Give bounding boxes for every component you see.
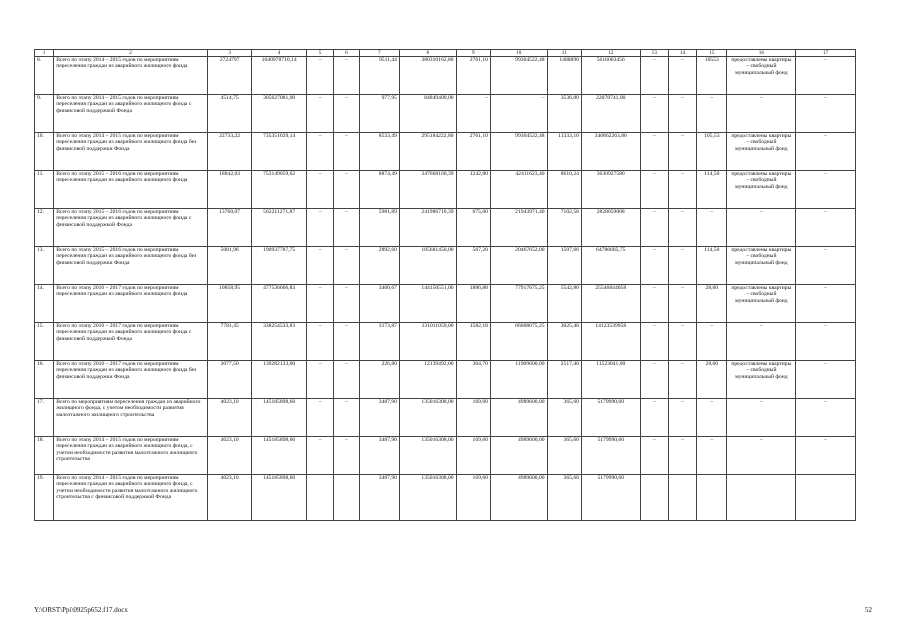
table-cell: [668, 475, 696, 521]
row-description: Всего по этапу 2015 – 2016 годов по мероприятиям переселения граждан из аварийного жилищного фонда: [54, 171, 208, 209]
table-cell: 365,60: [547, 475, 581, 521]
table-cell: 99304522,48: [490, 133, 547, 171]
table-cell: 42411623,40: [490, 171, 547, 209]
table-cell: 295184222,80: [399, 133, 456, 171]
table-cell: 105,53: [697, 133, 727, 171]
table-cell: –: [697, 95, 727, 133]
table-cell: –: [796, 437, 856, 475]
column-number: 14: [668, 50, 696, 57]
table-cell: –: [640, 133, 668, 171]
table-cell: 135016308,00: [399, 399, 456, 437]
table-cell: 562211271,87: [252, 209, 307, 247]
row-number: 14.: [35, 285, 54, 323]
table-cell: 5179990,60: [581, 475, 640, 521]
table-cell: 1507,66: [547, 247, 581, 285]
table-cell: 347668160,39: [399, 171, 456, 209]
table-cell: –: [334, 323, 359, 361]
table-cell: 1242,80: [456, 171, 490, 209]
row-number: 10.: [35, 133, 54, 171]
table-cell: 11333,10: [547, 133, 581, 171]
table-cell: –: [456, 95, 490, 133]
table-cell: 12139492,00: [399, 361, 456, 399]
column-number: 12: [581, 50, 640, 57]
table-cell: 365,60: [547, 399, 581, 437]
table-cell: 11523041,00: [581, 361, 640, 399]
table-cell: 4989600,00: [490, 437, 547, 475]
table-cell: 8533,49: [359, 133, 399, 171]
column-number: 6: [334, 50, 359, 57]
table-cell: 145185898,60: [252, 399, 307, 437]
table-cell: 567,20: [456, 247, 490, 285]
table-cell: 1040978710,14: [252, 57, 307, 95]
table-cell: 145185898,60: [252, 437, 307, 475]
table-cell: –: [334, 133, 359, 171]
column-number: 2: [54, 50, 208, 57]
table-row: [35, 171, 856, 209]
table-cell: –: [668, 323, 696, 361]
table-cell: 977,95: [359, 95, 399, 133]
table-cell: –: [306, 57, 333, 95]
table-cell: –: [640, 247, 668, 285]
table-cell: 10553: [697, 57, 727, 95]
table-cell: 131011059,00: [399, 323, 456, 361]
table-cell: 105681450,00: [399, 247, 456, 285]
column-number: 11: [547, 50, 581, 57]
column-number: 16: [727, 50, 796, 57]
table-cell: [697, 475, 727, 521]
table-cell: 226,80: [359, 361, 399, 399]
table-cell: 2724797: [207, 57, 251, 95]
table-cell: –: [668, 285, 696, 323]
table-cell: 18842,03: [207, 171, 251, 209]
table-cell: 28,60: [697, 285, 727, 323]
table-cell: –: [727, 399, 796, 437]
table-cell: 2761,10: [456, 133, 490, 171]
table-cell: 10858,95: [207, 285, 251, 323]
table-cell: –: [334, 361, 359, 399]
table-cell: 22078741,00: [581, 95, 640, 133]
table-cell: [727, 475, 796, 521]
table-cell: 4023,10: [207, 399, 251, 437]
row-description: Всего по этапу 2014 – 2015 годов по мероприятиям переселения граждан из аварийного жилищного фонда с финансовой поддержкой Фонда: [54, 95, 208, 133]
table-cell: –: [668, 247, 696, 285]
page-number: 52: [865, 606, 872, 614]
table-cell: –: [727, 323, 796, 361]
table-cell: 28,60: [697, 361, 727, 399]
table-cell: 169,60: [456, 475, 490, 521]
table-cell: –: [668, 171, 696, 209]
table-cell: –: [668, 57, 696, 95]
row-description: Всего по этапу 2016 – 2017 годов по мероприятиям переселения граждан из аварийного жилищного фонда: [54, 285, 208, 323]
column-number: 5: [306, 50, 333, 57]
table-cell: предоставлены квартиры – свободный муниципальный фонд: [727, 171, 796, 209]
table-cell: –: [640, 171, 668, 209]
table-cell: 8610,24: [547, 171, 581, 209]
row-number: 11.: [35, 171, 54, 209]
table-cell: 169,60: [456, 437, 490, 475]
table-cell: –: [306, 133, 333, 171]
table-cell: предоставлены квартиры – свободный муниципальный фонд: [727, 247, 796, 285]
row-description: Всего по этапу 2014 – 2015 годов по мероприятиям переселения граждан из аварийного жилищного фонда, с учетом необходимости развития малоэтажного жилищного строительства: [54, 437, 208, 475]
table-cell: 77917675,25: [490, 285, 547, 323]
table-cell: предоставлены квартиры – свободный муниципальный фонд: [727, 133, 796, 171]
table-cell: –: [306, 95, 333, 133]
column-number: 10: [490, 50, 547, 57]
row-description: Всего по этапу 2015 – 2016 годов по мероприятиям переселения граждан из аварийного жилищного фонда с финансовой поддержкой Фонда: [54, 209, 208, 247]
table-cell: –: [334, 285, 359, 323]
table-cell: –: [796, 209, 856, 247]
table-cell: предоставлены квартиры – свободный муниципальный фонд: [727, 361, 796, 399]
table-cell: 4023,10: [207, 475, 251, 521]
table-cell: –: [334, 399, 359, 437]
table-cell: –: [306, 285, 333, 323]
table-cell: 14123539958: [581, 323, 640, 361]
table-cell: 5179990,60: [581, 437, 640, 475]
table-cell: –: [727, 95, 796, 133]
table-cell: –: [334, 95, 359, 133]
table-cell: 11909600,00: [490, 361, 547, 399]
table-cell: –: [640, 399, 668, 437]
table-cell: –: [306, 437, 333, 475]
table-cell: –: [796, 399, 856, 437]
table-cell: 5081,96: [207, 247, 251, 285]
table-cell: –: [796, 57, 856, 95]
table-cell: 135016308,00: [399, 437, 456, 475]
table-cell: 4023,10: [207, 437, 251, 475]
table-cell: 1582,18: [456, 323, 490, 361]
table-row: [35, 361, 856, 399]
table-cell: –: [640, 323, 668, 361]
table-cell: [306, 475, 333, 521]
table-cell: 190937787,75: [252, 247, 307, 285]
table-cell: –: [334, 209, 359, 247]
table-cell: –: [697, 437, 727, 475]
table-cell: 3077,50: [207, 361, 251, 399]
row-number: 12.: [35, 209, 54, 247]
column-number-row: [35, 50, 856, 57]
table-cell: 304,70: [456, 361, 490, 399]
table-cell: 3487,90: [359, 475, 399, 521]
table-cell: 135016308,00: [399, 475, 456, 521]
table-cell: 1886,88: [456, 285, 490, 323]
table-row: [35, 475, 856, 521]
table-cell: 9511,44: [359, 57, 399, 95]
table-row: [35, 399, 856, 437]
table-cell: 365,60: [547, 437, 581, 475]
table-cell: 305627081,00: [252, 95, 307, 133]
table-cell: 21943971,40: [490, 209, 547, 247]
column-number: 9: [456, 50, 490, 57]
data-table: [34, 49, 856, 521]
table-cell: 241986710,39: [399, 209, 456, 247]
table-cell: –: [796, 361, 856, 399]
column-number: 1: [35, 50, 54, 57]
table-cell: 477536666,83: [252, 285, 307, 323]
table-cell: –: [668, 361, 696, 399]
table-cell: –: [668, 133, 696, 171]
table-cell: –: [668, 437, 696, 475]
table-cell: –: [334, 247, 359, 285]
column-number: 3: [207, 50, 251, 57]
table-cell: 5179990,60: [581, 399, 640, 437]
table-cell: 99304522,48: [490, 57, 547, 95]
column-number: 8: [399, 50, 456, 57]
table-cell: 7102,58: [547, 209, 581, 247]
table-cell: 7781,45: [207, 323, 251, 361]
table-cell: 25546844058: [581, 285, 640, 323]
table-cell: 2892,60: [359, 247, 399, 285]
table-cell: –: [306, 171, 333, 209]
table-cell: –: [796, 323, 856, 361]
table-cell: –: [640, 57, 668, 95]
table-cell: 3536,80: [547, 95, 581, 133]
row-description: Всего по этапу 2016 – 2017 годов по мероприятиям переселения граждан из аварийного жилищного фонда без финансовой поддержки Фонда: [54, 361, 208, 399]
table-cell: предоставлены квартиры – свободный муниципальный фонд: [727, 57, 796, 95]
table-row: [35, 209, 856, 247]
table-cell: –: [306, 361, 333, 399]
table-cell: –: [334, 437, 359, 475]
column-number: 17: [796, 50, 856, 57]
row-number: 15.: [35, 323, 54, 361]
row-number: 19.: [35, 475, 54, 521]
table-cell: 3630927580: [581, 171, 640, 209]
table-cell: 340862263,86: [581, 133, 640, 171]
table-cell: 114,50: [697, 247, 727, 285]
table-cell: –: [697, 399, 727, 437]
table-cell: –: [640, 361, 668, 399]
table-cell: предоставлены квартиры – свободный муниципальный фонд: [727, 285, 796, 323]
table-cell: 2761,10: [456, 57, 490, 95]
table-cell: 3487,90: [359, 399, 399, 437]
table-cell: –: [796, 95, 856, 133]
table-cell: –: [796, 247, 856, 285]
table-cell: 753149059,62: [252, 171, 307, 209]
table-cell: 144150551,00: [399, 285, 456, 323]
table-cell: –: [490, 95, 547, 133]
table-cell: –: [306, 209, 333, 247]
row-number: 9.: [35, 95, 54, 133]
row-description: Всего по этапу 2014 – 2015 годов по мероприятиям переселения граждан из аварийного жилищного фонда без финансовой поддержки Фонда: [54, 133, 208, 171]
table-row: [35, 247, 856, 285]
table-cell: –: [796, 133, 856, 171]
row-number: 18.: [35, 437, 54, 475]
row-number: 8.: [35, 57, 54, 95]
table-cell: –: [306, 399, 333, 437]
table-row: [35, 95, 856, 133]
table-cell: –: [306, 323, 333, 361]
table-cell: 338254533,83: [252, 323, 307, 361]
table-cell: 66008075,25: [490, 323, 547, 361]
table-cell: 4989600,00: [490, 475, 547, 521]
table-cell: –: [727, 209, 796, 247]
row-number: 13.: [35, 247, 54, 285]
table-row: [35, 323, 856, 361]
table-cell: –: [668, 95, 696, 133]
table-cell: –: [668, 399, 696, 437]
table-cell: 139282133,00: [252, 361, 307, 399]
table-cell: [334, 475, 359, 521]
table-cell: [640, 475, 668, 521]
table-cell: 145185898,60: [252, 475, 307, 521]
table-cell: 3025,40: [547, 323, 581, 361]
row-number: 16.: [35, 361, 54, 399]
table-cell: 1488890: [547, 57, 581, 95]
table-cell: –: [697, 323, 727, 361]
table-cell: –: [640, 437, 668, 475]
table-cell: –: [640, 209, 668, 247]
table-cell: –: [306, 247, 333, 285]
column-number: 7: [359, 50, 399, 57]
footer-file-path: Y:\ORST\Ppi\0925p652.f17.docx: [34, 606, 128, 614]
table-cell: 8874,49: [359, 171, 399, 209]
table-row: [35, 57, 856, 95]
table-cell: 64786685,75: [581, 247, 640, 285]
column-number: 15: [697, 50, 727, 57]
table-cell: 20467652,00: [490, 247, 547, 285]
table-cell: 5981,89: [359, 209, 399, 247]
table-cell: –: [796, 285, 856, 323]
table-cell: 3487,90: [359, 437, 399, 475]
table-cell: 4514,75: [207, 95, 251, 133]
row-description: Всего по этапу 2016 – 2017 годов по мероприятиям переселения граждан из аварийного жилищного фонда с финансовой поддержкой Фонда: [54, 323, 208, 361]
table-cell: 84849400,00: [399, 95, 456, 133]
table-row: [35, 133, 856, 171]
table-row: [35, 285, 856, 323]
table-cell: 735351029,14: [252, 133, 307, 171]
table-cell: 22733,22: [207, 133, 251, 171]
table-cell: [796, 475, 856, 521]
row-description: Всего по этапу 2015 – 2016 годов по мероприятиям переселения граждан из аварийного жилищного фонда без финансовой поддержки Фонда: [54, 247, 208, 285]
table-cell: –: [796, 171, 856, 209]
row-description: Всего по мероприятиям переселения граждан из аварийного жилищного фонда, с учетом необходимости развития малоэтажного жилищного строительства: [54, 399, 208, 437]
table-cell: 169,60: [456, 399, 490, 437]
row-description: Всего по этапу 2014 – 2015 годов по мероприятиям переселения граждан из аварийного жилищного фонда: [54, 57, 208, 95]
row-description: Всего по этапу 2014 – 2015 годов по мероприятиям переселения граждан из аварийного жилищного фонда, с учетом необходимости развития малоэтажного жилищного строительства с финансовой поддержкой Фонда: [54, 475, 208, 521]
table-cell: –: [640, 285, 668, 323]
table-cell: 114,50: [697, 171, 727, 209]
column-number: 13: [640, 50, 668, 57]
table-cell: –: [668, 209, 696, 247]
table-cell: 380310162,80: [399, 57, 456, 95]
column-number: 4: [252, 50, 307, 57]
table-cell: –: [697, 209, 727, 247]
table-cell: 5542,80: [547, 285, 581, 323]
table-cell: 13760,07: [207, 209, 251, 247]
table-cell: 5616063456: [581, 57, 640, 95]
table-cell: –: [640, 95, 668, 133]
row-number: 17.: [35, 399, 54, 437]
table-cell: –: [727, 437, 796, 475]
table-cell: –: [334, 171, 359, 209]
table-cell: 2828059008: [581, 209, 640, 247]
table-cell: 4989600,00: [490, 399, 547, 437]
table-cell: 3400,67: [359, 285, 399, 323]
table-row: [35, 437, 856, 475]
table-cell: 675,60: [456, 209, 490, 247]
table-cell: 3173,87: [359, 323, 399, 361]
table-cell: –: [334, 57, 359, 95]
table-cell: 2517,40: [547, 361, 581, 399]
